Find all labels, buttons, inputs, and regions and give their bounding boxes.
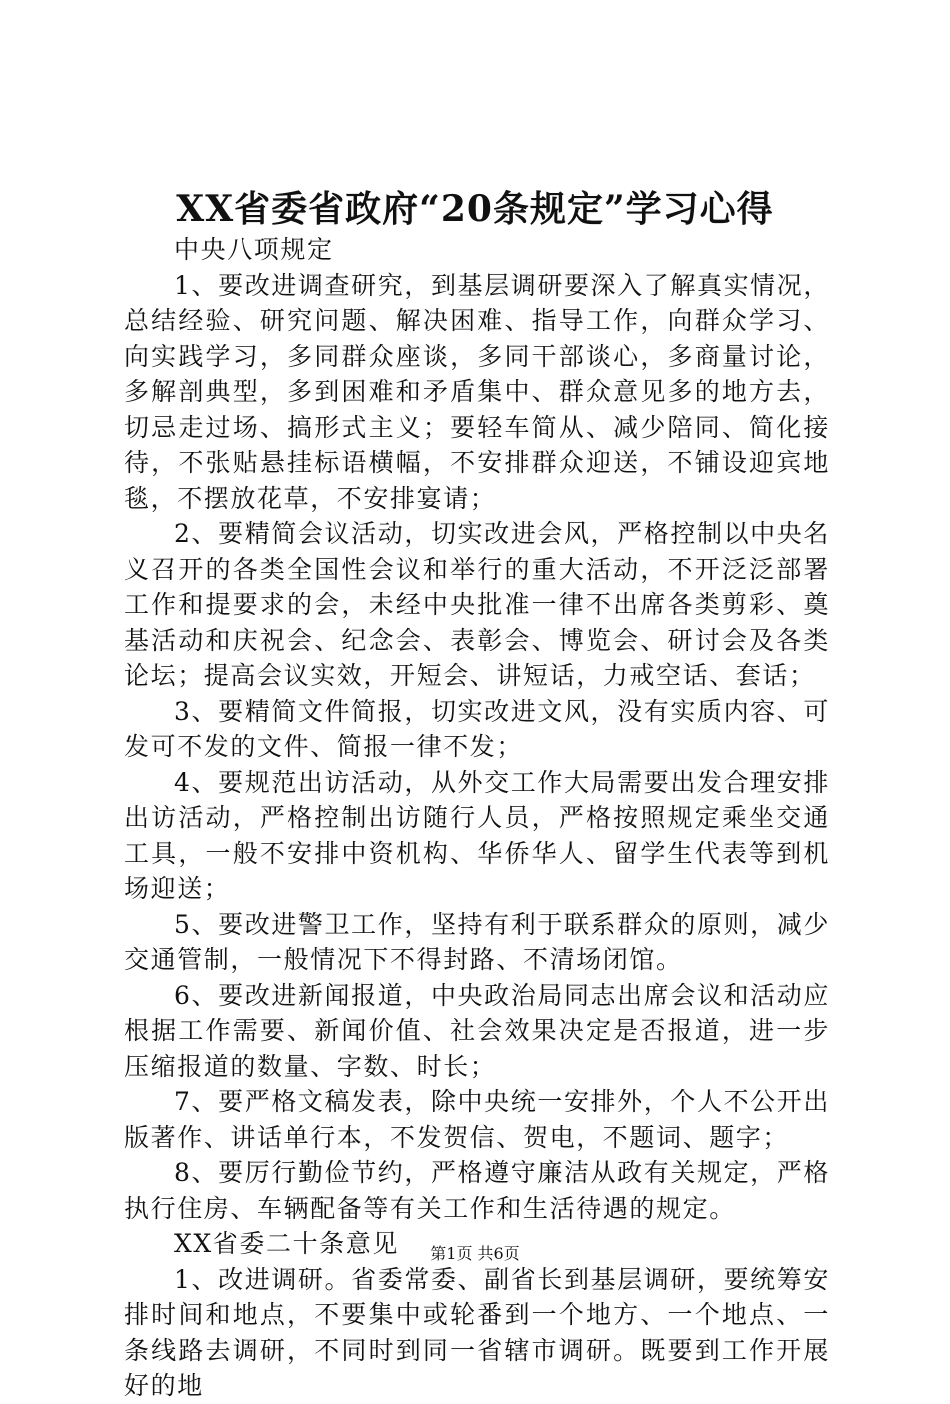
page-footer: 第1页 共6页 (430, 1244, 520, 1263)
section-heading-provincial: XX省委二十条意见 (174, 1229, 399, 1258)
paragraph-rule-7: 7、要严格文稿发表，除中央统一安排外，个人不公开出版著作、讲话单行本，不发贺信、贺电，不题词、题字； (124, 1087, 830, 1152)
paragraph-rule-6: 6、要改进新闻报道，中央政治局同志出席会议和活动应根据工作需要、新闻价值、社会效果决定是否报道，进一步压缩报道的数量、字数、时长； (124, 980, 830, 1081)
section-heading-central: 中央八项规定 (174, 235, 334, 264)
paragraph-rule-1: 1、要改进调查研究，到基层调研要深入了解真实情况，总结经验、研究问题、解决困难、指导工作，向群众学习、向实践学习，多同群众座谈，多同干部谈心，多商量讨论，多解剖典型，多到困难和矛盾集中、群众意见多的地方去，切忌走过场、搞形式主义；要轻车简从、减少陪同、简化接待，不张贴悬挂标语横幅，不安排群众迎送，不铺设迎宾地毯，不摆放花草，不安排宴请； (124, 270, 830, 513)
paragraph-rule-5: 5、要改进警卫工作，坚持有利于联系群众的原则，减少交通管制，一般情况下不得封路、不清场闭馆。 (124, 909, 830, 974)
paragraph-rule-4: 4、要规范出访活动，从外交工作大局需要出发合理安排出访活动，严格控制出访随行人员，严格按照规定乘坐交通工具，一般不安排中资机构、华侨华人、留学生代表等到机场迎送； (124, 767, 830, 903)
document-title: XX省委省政府“20条规定”学习心得 (176, 188, 774, 230)
document-body (124, 232, 830, 1404)
paragraph-provincial-1: 1、改进调研。省委常委、副省长到基层调研，要统筹安排时间和地点，不要集中或轮番到一个地方、一个地点、一条线路去调研，不同时到同一省辖市调研。既要到工作开展好的地 (124, 1264, 830, 1400)
paragraph-rule-2: 2、要精简会议活动，切实改进会风，严格控制以中央名义召开的各类全国性会议和举行的重大活动，不开泛泛部署工作和提要求的会，未经中央批准一律不出席各类剪彩、奠基活动和庆祝会、纪念会、表彰会、博览会、研讨会及各类论坛；提高会议实效，开短会、讲短话，力戒空话、套话； (124, 519, 830, 690)
paragraph-rule-8: 8、要厉行勤俭节约，严格遵守廉洁从政有关规定，严格执行住房、车辆配备等有关工作和生活待遇的规定。 (124, 1158, 830, 1223)
paragraph-rule-3: 3、要精简文件简报，切实改进文风，没有实质内容、可发可不发的文件、简报一律不发； (124, 696, 830, 761)
